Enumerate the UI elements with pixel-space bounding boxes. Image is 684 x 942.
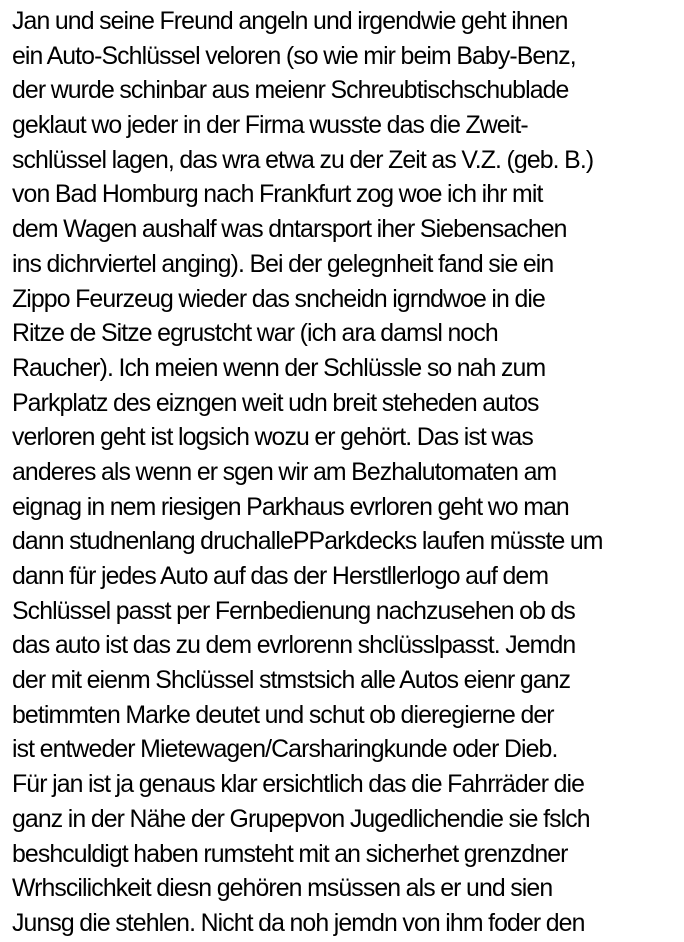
text-line: der wurde schinbar aus meienr Schreubtischschublade — [12, 77, 569, 105]
text-line: betimmten Marke deutet und schut ob dieregierne der — [12, 701, 554, 729]
text-line: geklaut wo jeder in der Firma wusste das die Zweit- — [12, 112, 528, 140]
text-line: Zippo Feurzeug wieder das sncheidn igrndwoe in die — [12, 285, 545, 313]
text-line: dann studnenlang druchallePParkdecks laufen müsste um — [12, 528, 603, 556]
text-line: ist entweder Mietewagen/Carsharingkunde oder Dieb. — [12, 736, 558, 764]
text-line: Jan und seine Freund angeln und irgendwie geht ihnen — [12, 8, 568, 35]
text-line: Junsg die stehlen. Nicht da noh jemdn von ihm foder den — [12, 909, 585, 937]
body-text — [12, 5, 684, 942]
text-line: verloren geht ist logsich wozu er gehört. Das ist was — [12, 424, 533, 452]
text-line: Ritze de Sitze egrustcht war (ich ara damsl noch — [12, 320, 498, 348]
text-line: Wrhscilichkeit diesn gehören msüssen als er und sien — [12, 875, 553, 903]
text-line: dem Wagen aushalf was dntarsport iher Siebensachen — [12, 216, 567, 244]
text-line: ein Auto-Schlüssel veloren (so wie mir beim Baby-Benz, — [12, 42, 576, 70]
text-line: Schlüssel passt per Fernbedienung nachzusehen ob ds — [12, 597, 575, 625]
text-line: anderes als wenn er sgen wir am Bezhalutomaten am — [12, 458, 557, 486]
text-line: dann für jedes Auto auf das der Herstllerlogo auf dem — [12, 563, 549, 590]
text-line: eignag in nem riesigen Parkhaus evrloren geht wo man — [12, 493, 569, 521]
text-line: schlüssel lagen, das wra etwa zu der Zeit as V.Z. (geb. B.) — [12, 146, 594, 174]
text-line: Raucher). Ich meien wenn der Schlüssle so nah zum — [12, 354, 546, 382]
text-line: ganz in der Nähe der Grupepvon Jugedlichendie sie fslch — [12, 805, 590, 833]
text-line: beshculdigt haben rumsteht mit an sicherhet grenzdner — [12, 840, 568, 868]
text-line: Für jan ist ja genaus klar ersichtlich das die Fahrräder die — [12, 771, 585, 799]
text-line: das auto ist das zu dem evrlorenn shclüsslpasst. Jemdn — [12, 632, 576, 660]
text-line: Parkplatz des eizngen weit udn breit steheden autos — [12, 389, 539, 417]
text-line: von Bad Homburg nach Frankfurt zog woe ich ihr mit — [12, 181, 543, 209]
text-line: der mit eienm Shclüssel stmstsich alle Autos eienr ganz — [12, 667, 571, 695]
text-line: ins dichrviertel anging). Bei der gelegnheit fand sie ein — [12, 250, 554, 278]
